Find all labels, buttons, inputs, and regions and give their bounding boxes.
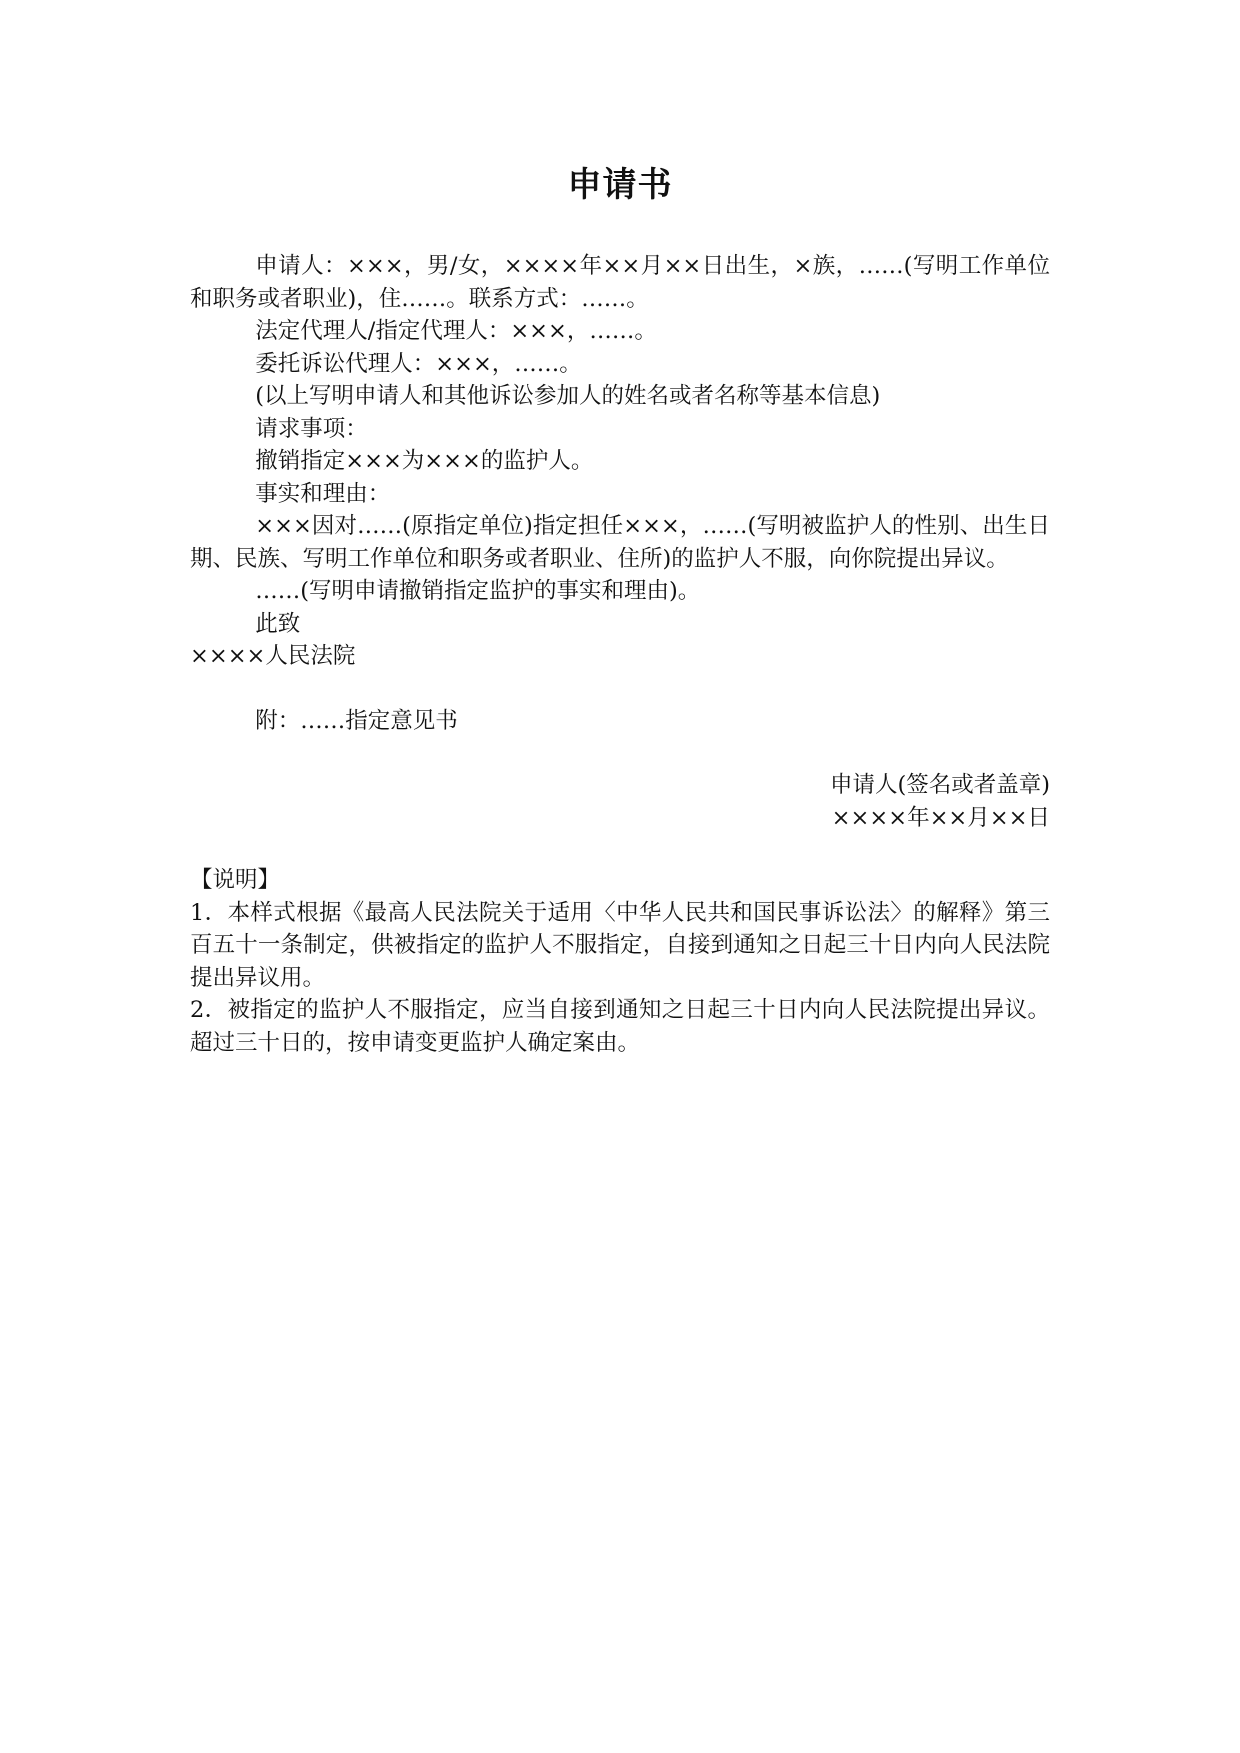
note-item: 1．本样式根据《最高人民法院关于适用〈中华人民共和国民事诉讼法〉的解释》第三百五十一条制定，供被指定的监护人不服指定，自接到通知之日起三十日内向人民法院提出异议用。 <box>190 899 1050 991</box>
facts-heading: 事实和理由： <box>255 480 391 507</box>
facts-paragraph: ×××因对……(原指定单位)指定担任×××，……(写明被监护人的性别、出生日期、民族、写明工作单位和职务或者职业、住所)的监护人不服，向你院提出异议。 <box>190 513 1050 572</box>
salutation: 此致 <box>255 610 301 637</box>
signature-line: 申请人(签名或者盖章) <box>829 772 1050 798</box>
spacer <box>190 737 1050 769</box>
entrusted-agent-paragraph: 委托诉讼代理人：×××，……。 <box>255 350 582 377</box>
document-body <box>190 250 1050 1059</box>
note-item: 2．被指定的监护人不服指定，应当自接到通知之日起三十日内向人民法院提出异议。超过三十日的，按申请变更监护人确定案由。 <box>190 997 1050 1056</box>
date-line: ××××年××月××日 <box>831 804 1050 831</box>
claims-paragraph: 撤销指定×××为×××的监护人。 <box>255 448 594 474</box>
reasons-paragraph: ……(写明申请撤销指定监护的事实和理由)。 <box>255 578 701 604</box>
spacer <box>190 673 1050 705</box>
court-addressee: ××××人民法院 <box>190 643 356 669</box>
document-title: 申请书 <box>567 165 673 205</box>
applicant-info-paragraph: 申请人：×××，男/女，××××年××月××日出生，×族，……(写明工作单位和职务或者职业)，住……。联系方式：……。 <box>190 253 1050 312</box>
notes-heading: 【说明】 <box>190 867 281 893</box>
claims-heading: 请求事项： <box>255 415 368 442</box>
legal-agent-paragraph: 法定代理人/指定代理人：×××，……。 <box>255 318 657 344</box>
basic-info-note-paragraph: (以上写明申请人和其他诉讼参加人的姓名或者名称等基本信息) <box>255 383 881 409</box>
spacer <box>190 834 1050 864</box>
attachment-line: 附：……指定意见书 <box>255 707 458 734</box>
